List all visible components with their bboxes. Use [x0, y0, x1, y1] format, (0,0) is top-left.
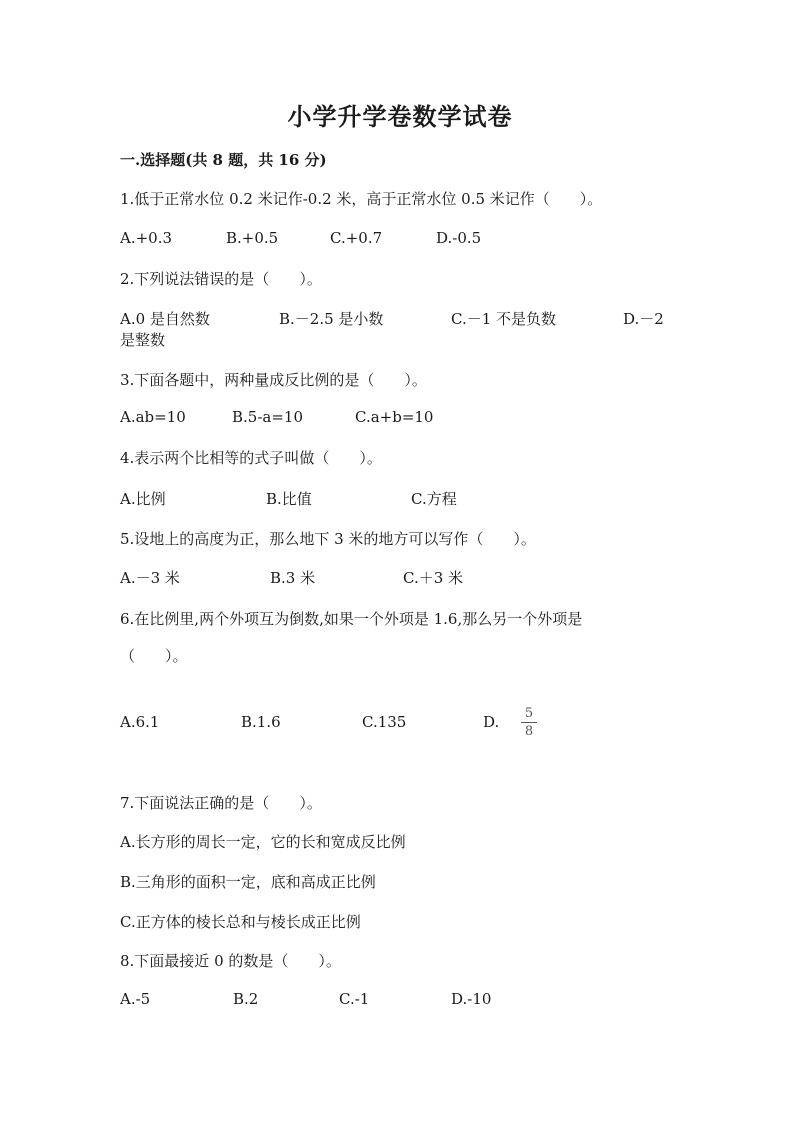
question-7-option-a: A.长方形的周长一定，它的长和宽成反比例	[120, 833, 406, 851]
page-title: 小学升学卷数学试卷	[287, 102, 513, 131]
question-7-option-c: C.正方体的棱长总和与棱长成正比例	[120, 913, 361, 931]
question-6-option-b: B.1.6	[241, 713, 281, 731]
question-6-option-d-fraction	[521, 706, 537, 739]
question-4-option-b: B.比值	[266, 490, 312, 508]
question-6-stem-continuation: （ ）。	[120, 647, 188, 665]
question-5-option-b: B.3 米	[270, 569, 316, 587]
question-1-option-a: A.+0.3	[120, 229, 173, 247]
section-heading: 一.选择题(共 8 题，共 16 分)	[120, 151, 327, 169]
question-4-stem: 4.表示两个比相等的式子叫做（ ）。	[120, 449, 382, 467]
question-7-stem: 7.下面说法正确的是（ ）。	[120, 794, 322, 812]
question-2-option-c: C.－1 不是负数	[451, 310, 557, 328]
question-6-option-c: C.135	[362, 713, 407, 731]
question-8-stem: 8.下面最接近 0 的数是（ ）。	[120, 952, 341, 970]
fraction-denominator: 8	[524, 724, 534, 739]
question-3-option-c: C.a+b=10	[355, 408, 434, 426]
question-8-option-b: B.2	[233, 990, 259, 1008]
question-7-option-b: B.三角形的面积一定，底和高成正比例	[120, 873, 376, 891]
question-5-option-c: C.＋3 米	[403, 569, 464, 587]
question-4-option-a: A.比例	[120, 490, 166, 508]
question-2-option-d-continuation: 是整数	[120, 331, 166, 349]
question-8-option-a: A.-5	[120, 990, 151, 1008]
question-1-option-c: C.+0.7	[330, 229, 383, 247]
question-8-option-d: D.-10	[451, 990, 492, 1008]
question-8-option-c: C.-1	[339, 990, 370, 1008]
question-1-stem: 1.低于正常水位 0.2 米记作-0.2 米，高于正常水位 0.5 米记作（ ）。	[120, 190, 603, 208]
question-1-option-d: D.-0.5	[436, 229, 482, 247]
question-2-stem: 2.下列说法错误的是（ ）。	[120, 270, 322, 288]
question-5-stem: 5.设地上的高度为正，那么地下 3 米的地方可以写作（ ）。	[120, 530, 536, 548]
question-5-option-a: A.－3 米	[120, 569, 180, 587]
question-6-option-d: D.	[483, 713, 500, 731]
fraction-bar	[521, 722, 537, 723]
question-2-option-a: A.0 是自然数	[120, 310, 210, 328]
question-6-stem: 6.在比例里,两个外项互为倒数,如果一个外项是 1.6,那么另一个外项是	[120, 610, 583, 628]
question-4-option-c: C.方程	[411, 490, 457, 508]
fraction-numerator: 5	[524, 706, 534, 721]
question-6-option-a: A.6.1	[120, 713, 160, 731]
question-1-option-b: B.+0.5	[226, 229, 279, 247]
question-2-option-b: B.－2.5 是小数	[279, 310, 384, 328]
question-3-stem: 3.下面各题中，两种量成反比例的是（ ）。	[120, 371, 427, 389]
question-3-option-b: B.5-a=10	[232, 408, 304, 426]
question-3-option-a: A.ab=10	[120, 408, 186, 426]
question-2-option-d: D.－2	[623, 310, 664, 328]
